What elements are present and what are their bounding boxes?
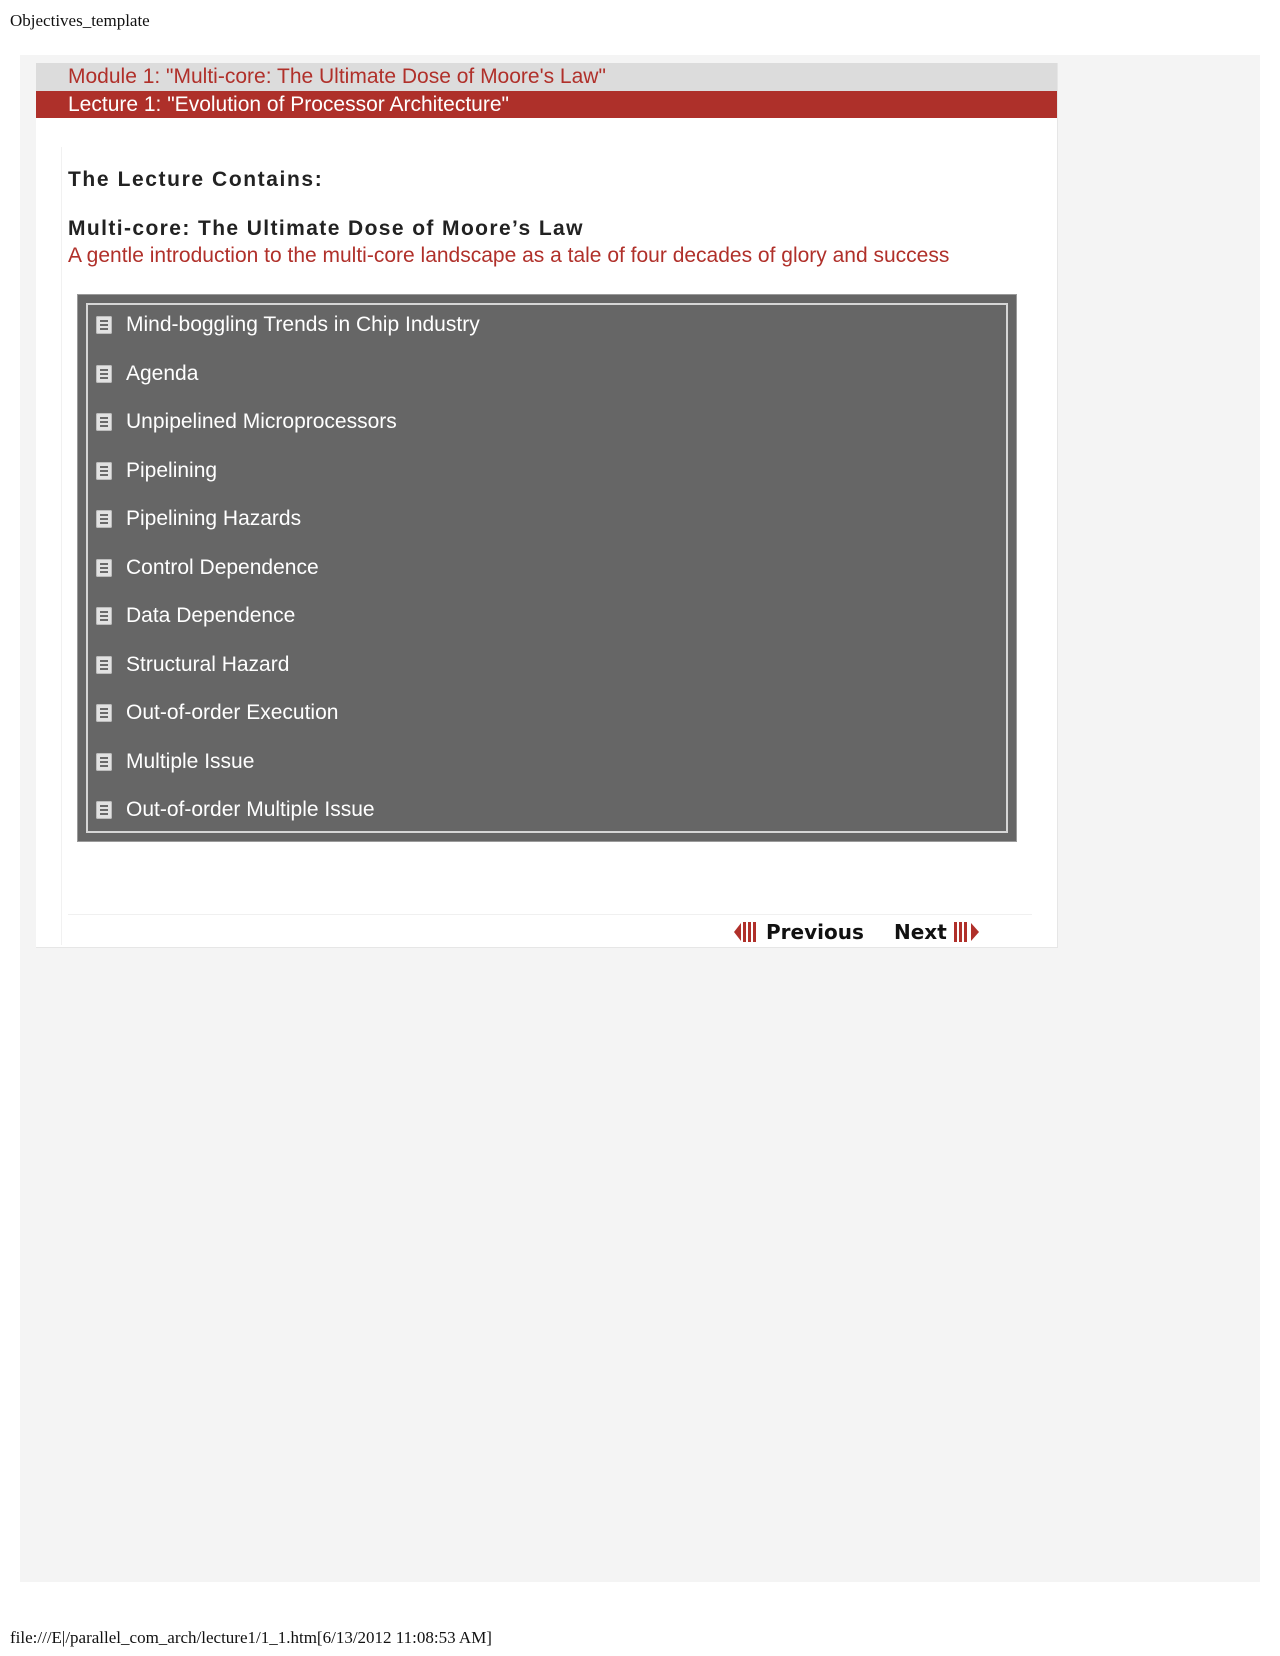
topic-label: Agenda [126, 361, 199, 385]
document-icon [96, 704, 112, 722]
document-icon [96, 559, 112, 577]
topic-item[interactable] [88, 596, 1006, 636]
topic-list-frame [86, 303, 1008, 833]
document-icon [96, 753, 112, 771]
previous-button[interactable] [734, 915, 864, 948]
topic-item[interactable] [88, 354, 1006, 394]
document-icon [96, 316, 112, 334]
section-subtitle: A gentle introduction to the multi-core landscape as a tale of four decades of glory and success [68, 244, 950, 267]
page-header: Objectives_template [10, 11, 150, 30]
topic-label: Out-of-order Multiple Issue [126, 798, 375, 821]
topic-item[interactable] [88, 693, 1006, 733]
document-icon [96, 413, 112, 431]
topic-item[interactable] [88, 742, 1006, 782]
topic-item[interactable] [88, 305, 1006, 345]
topic-label: Control Dependence [126, 555, 319, 579]
topic-item[interactable] [88, 790, 1006, 830]
topic-label: Multiple Issue [126, 749, 255, 773]
page-footer: file:///E|/parallel_com_arch/lecture1/1_1.htm[6/13/2012 11:08:53 AM] [10, 1628, 492, 1647]
topic-label: Pipelining [126, 458, 218, 482]
topic-item[interactable] [88, 499, 1006, 539]
previous-arrow-icon [734, 920, 760, 944]
navigation-bar [68, 914, 1032, 948]
lecture-title: Lecture 1: "Evolution of Processor Architecture" [68, 93, 509, 116]
document-icon [96, 462, 112, 480]
topic-item[interactable] [88, 402, 1006, 442]
topic-label: Unpipelined Microprocessors [126, 410, 397, 433]
document-icon [96, 801, 112, 819]
document-icon [96, 607, 112, 625]
next-arrow-icon [953, 920, 979, 944]
topic-list-box [77, 294, 1017, 842]
module-title-bar [36, 63, 1057, 91]
previous-label: Previous [766, 919, 864, 944]
topic-label: Out-of-order Execution [126, 701, 339, 724]
module-title: Module 1: "Multi-core: The Ultimate Dose of Moore's Law" [68, 65, 606, 88]
topic-label: Mind-boggling Trends in Chip Industry [126, 313, 480, 336]
section-title: Multi-core: The Ultimate Dose of Moore’s Law [68, 217, 584, 240]
next-button[interactable] [894, 915, 979, 948]
topic-label: Pipelining Hazards [126, 507, 302, 530]
topic-item[interactable] [88, 548, 1006, 588]
topic-label: Structural Hazard [126, 652, 290, 676]
topic-label: Data Dependence [126, 604, 296, 627]
next-label: Next [894, 919, 947, 944]
document-icon [96, 656, 112, 674]
lecture-title-bar [36, 91, 1057, 118]
topic-item[interactable] [88, 451, 1006, 491]
contains-heading: The Lecture Contains: [68, 168, 324, 191]
lecture-content [36, 63, 1058, 948]
topic-item[interactable] [88, 645, 1006, 685]
document-icon [96, 510, 112, 528]
document-icon [96, 365, 112, 383]
